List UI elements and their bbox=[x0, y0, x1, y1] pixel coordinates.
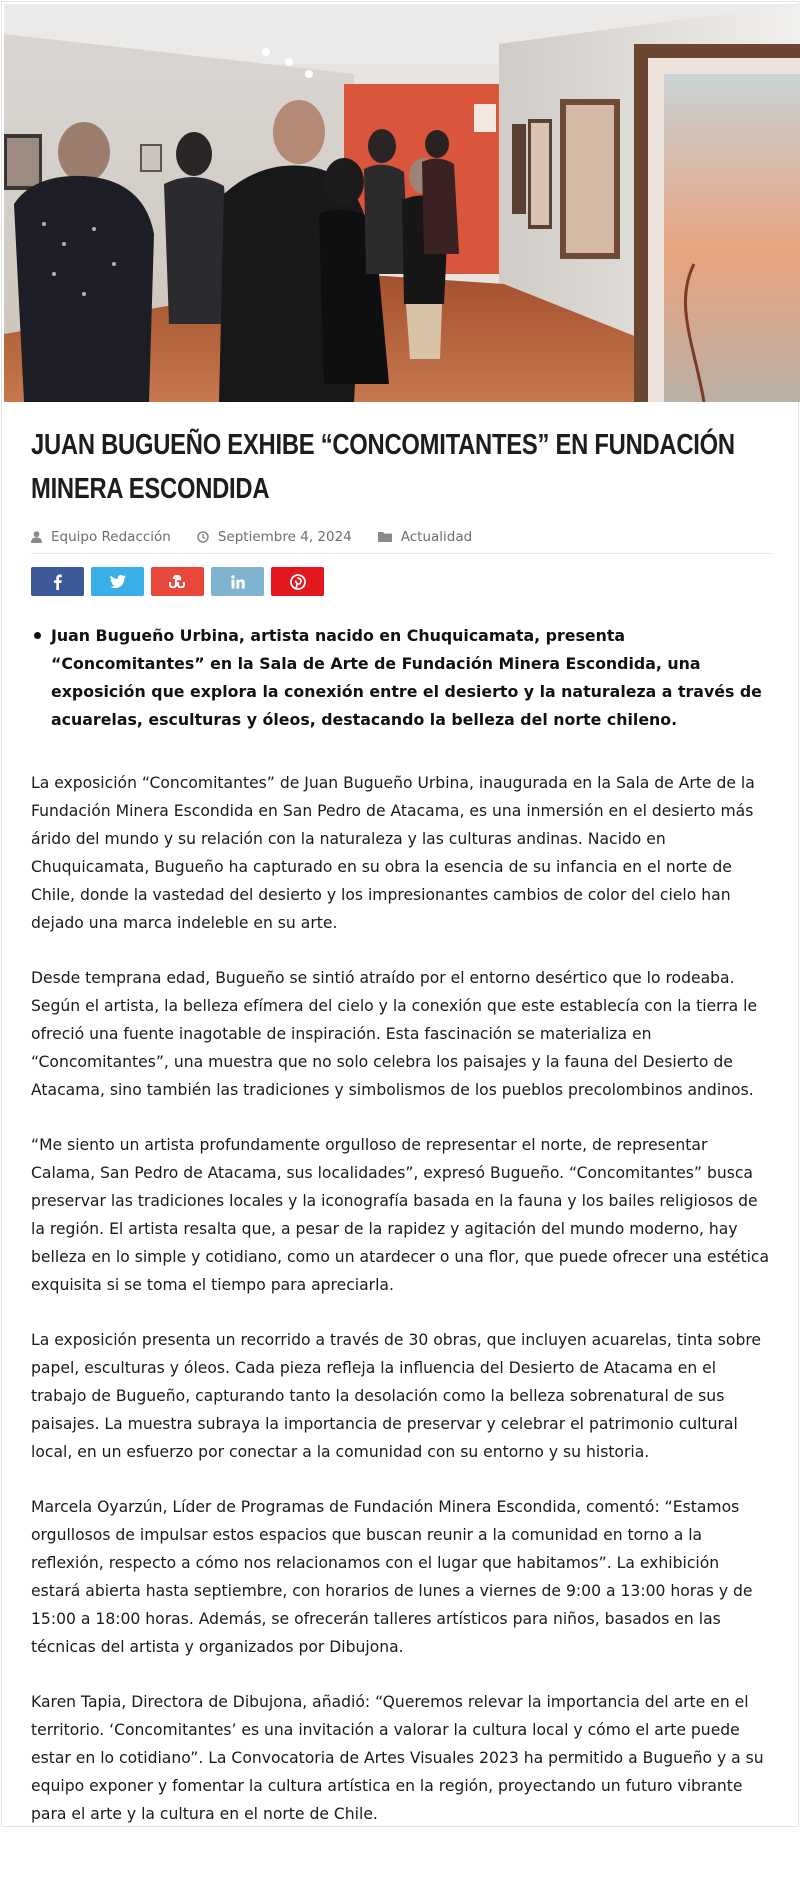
body-paragraph: Karen Tapia, Directora de Dibujona, añadió: “Queremos relevar la importancia del arte en el territorio. ‘Concomitantes’ es una invitación a valorar la cultura local y cómo el arte puede estar en lo cotidiano”. La Convocatoria de Artes Visuales 2023 ha permitido a Bugueño y a su equipo exponer y fomentar la cultura artística en la región, proyectando un futuro vibrante para el arte y la cultura en el norte de Chile. bbox=[31, 1693, 764, 1823]
article-title: JUAN BUGUEÑO EXHIBE “CONCOMITANTES” EN FUNDACIÓN MINERA ESCONDIDA bbox=[31, 429, 735, 505]
share-stumbleupon-button[interactable] bbox=[151, 567, 204, 596]
share-linkedin-button[interactable] bbox=[211, 567, 264, 596]
article-body bbox=[31, 769, 773, 1828]
body-paragraph: Desde temprana edad, Bugueño se sintió atraído por el entorno desértico que lo rodeaba. Según el artista, la belleza efímera del cielo y la conexión que este establecía con la tierra le ofreció una fuente inagotable de inspiración. Esta fascinación se materializa en “Concomitantes”, una muestra que no solo celebra los paisajes y la fauna del Desierto de Atacama, sino también las tradiciones y simbolismos de los pueblos precolombinos andinos. bbox=[31, 969, 758, 1099]
category-link[interactable] bbox=[378, 529, 472, 545]
facebook-icon bbox=[53, 574, 62, 590]
share-facebook-button[interactable] bbox=[31, 567, 84, 596]
date-text: Septiembre 4, 2024 bbox=[217, 528, 352, 545]
share-twitter-button[interactable] bbox=[91, 567, 144, 596]
article-card bbox=[1, 1, 799, 1827]
body-paragraph: Marcela Oyarzún, Líder de Programas de Fundación Minera Escondida, comentó: “Estamos orgullosos de impulsar estos espacios que buscan reunir a la comunidad en torno a la reflexión, respecto a cómo nos relacionamos con el lugar que habitamos”. La exhibición estará abierta hasta septiembre, con horarios de lunes a viernes de 9:00 a 13:00 horas y de 15:00 a 18:00 horas. Además, se ofrecerán talleres artísticos para niños, basados en las técnicas del artista y organizados por Dibujona. bbox=[31, 1498, 753, 1656]
share-bar bbox=[31, 567, 773, 596]
user-icon bbox=[31, 531, 42, 543]
lead-bullet bbox=[31, 622, 773, 734]
twitter-icon bbox=[110, 575, 126, 588]
linkedin-icon bbox=[231, 575, 245, 589]
article-meta bbox=[31, 520, 773, 554]
article-content bbox=[31, 402, 773, 1828]
share-pinterest-button[interactable] bbox=[271, 567, 324, 596]
pinterest-icon bbox=[290, 574, 306, 590]
author-link[interactable] bbox=[31, 529, 171, 545]
publish-date bbox=[197, 529, 352, 545]
lead-text: Juan Bugueño Urbina, artista nacido en Chuquicamata, presenta “Concomitantes” en la Sala de Arte de Fundación Minera Escondida, una exposición que explora la conexión entre el desierto y la naturaleza a través de acuarelas, esculturas y óleos, destacando la belleza del norte chileno. bbox=[51, 626, 762, 729]
body-paragraph: “Me siento un artista profundamente orgulloso de representar el norte, de representar Calama, San Pedro de Atacama, sus localidades”, expresó Bugueño. “Concomitantes” busca preservar las tradiciones locales y la iconografía basada en la fauna y los bailes religiosos de la región. El artista resalta que, a pesar de la rapidez y agitación del mundo moderno, hay belleza en lo simple y cotidiano, como un atardecer o una flor, que puede ofrecer una estética exquisita si se toma el tiempo para apreciarla. bbox=[31, 1136, 770, 1294]
body-paragraph: La exposición “Concomitantes” de Juan Bugueño Urbina, inaugurada en la Sala de Arte de la Fundación Minera Escondida en San Pedro de Atacama, es una inmersión en el desierto más árido del mundo y su relación con la naturaleza y las culturas andinas. Nacido en Chuquicamata, Bugueño ha capturado en su obra la esencia de su infancia en el norte de Chile, donde la vastedad del desierto y los impresionantes cambios de color del cielo han dejado una marca indeleble en su arte. bbox=[31, 774, 755, 932]
category-text: Actualidad bbox=[400, 528, 473, 545]
body-paragraph: La exposición presenta un recorrido a través de 30 obras, que incluyen acuarelas, tinta sobre papel, esculturas y óleos. Cada pieza refleja la influencia del Desierto de Atacama en el trabajo de Bugueño, capturando tanto la desolación como la belleza sobrenatural de sus paisajes. La muestra subraya la importancia de preservar y celebrar el patrimonio cultural local, en un esfuerzo por conectar a la comunidad con su entorno y su historia. bbox=[31, 1331, 762, 1461]
folder-icon bbox=[378, 531, 392, 542]
author-name: Equipo Redacción bbox=[51, 528, 171, 545]
hero-image bbox=[4, 4, 800, 402]
stumbleupon-icon bbox=[169, 575, 187, 588]
clock-icon bbox=[197, 531, 209, 543]
